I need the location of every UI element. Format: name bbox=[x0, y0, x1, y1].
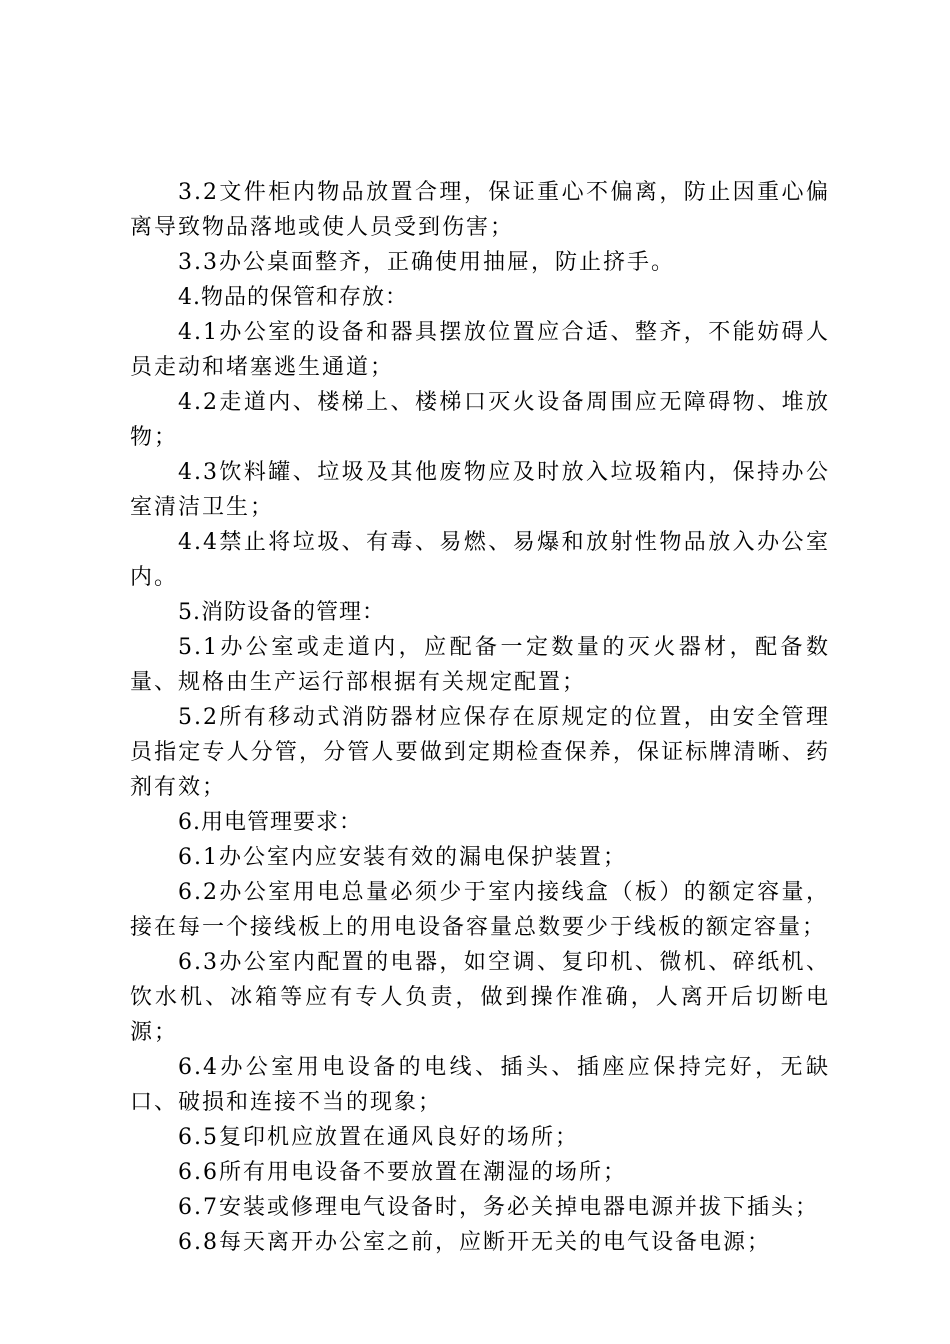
section-heading-6: 6.用电管理要求： bbox=[178, 810, 362, 835]
paragraph-4-4: 4.4禁止将垃圾、有毒、易燃、易爆和放射性物品放入办公室内。 bbox=[130, 530, 830, 590]
paragraph-4-3: 4.3饮料罐、垃圾及其他废物应及时放入垃圾箱内，保持办公室清洁卫生； bbox=[130, 460, 830, 520]
section-heading-5: 5.消防设备的管理： bbox=[178, 600, 385, 625]
document-body bbox=[130, 175, 830, 1260]
paragraph-6-6: 6.6所有用电设备不要放置在潮湿的场所； bbox=[178, 1160, 627, 1185]
paragraph-6-3: 6.3办公室内配置的电器，如空调、复印机、微机、碎纸机、饮水机、冰箱等应有专人负责，做到操作准确，人离开后切断电源； bbox=[130, 950, 830, 1045]
paragraph-4-2: 4.2走道内、楼梯上、楼梯口灭火设备周围应无障碍物、堆放物； bbox=[130, 390, 830, 450]
paragraph-6-4: 6.4办公室用电设备的电线、插头、插座应保持完好，无缺口、破损和连接不当的现象； bbox=[130, 1055, 830, 1115]
paragraph-3-3: 3.3办公桌面整齐，正确使用抽屉，防止挤手。 bbox=[178, 250, 675, 275]
paragraph-5-1: 5.1办公室或走道内，应配备一定数量的灭火器材，配备数量、规格由生产运行部根据有关规定配置； bbox=[130, 635, 830, 695]
paragraph-4-1: 4.1办公室的设备和器具摆放位置应合适、整齐，不能妨碍人员走动和堵塞逃生通道； bbox=[130, 320, 830, 380]
paragraph-6-2: 6.2办公室用电总量必须少于室内接线盒（板）的额定容量，接在每一个接线板上的用电设备容量总数要少于线板的额定容量； bbox=[130, 880, 830, 940]
paragraph-3-2: 3.2文件柜内物品放置合理，保证重心不偏离，防止因重心偏离导致物品落地或使人员受到伤害； bbox=[130, 180, 830, 240]
paragraph-6-8: 6.8每天离开办公室之前，应断开无关的电气设备电源； bbox=[178, 1230, 771, 1255]
paragraph-5-2: 5.2所有移动式消防器材应保存在原规定的位置，由安全管理员指定专人分管，分管人要做到定期检查保养，保证标牌清晰、药剂有效； bbox=[130, 705, 830, 800]
paragraph-6-7: 6.7安装或修理电气设备时，务必关掉电器电源并拔下插头； bbox=[178, 1195, 819, 1220]
paragraph-6-5: 6.5复印机应放置在通风良好的场所； bbox=[178, 1125, 579, 1150]
paragraph-6-1: 6.1办公室内应安装有效的漏电保护装置； bbox=[178, 845, 627, 870]
section-heading-4: 4.物品的保管和存放： bbox=[178, 285, 408, 310]
